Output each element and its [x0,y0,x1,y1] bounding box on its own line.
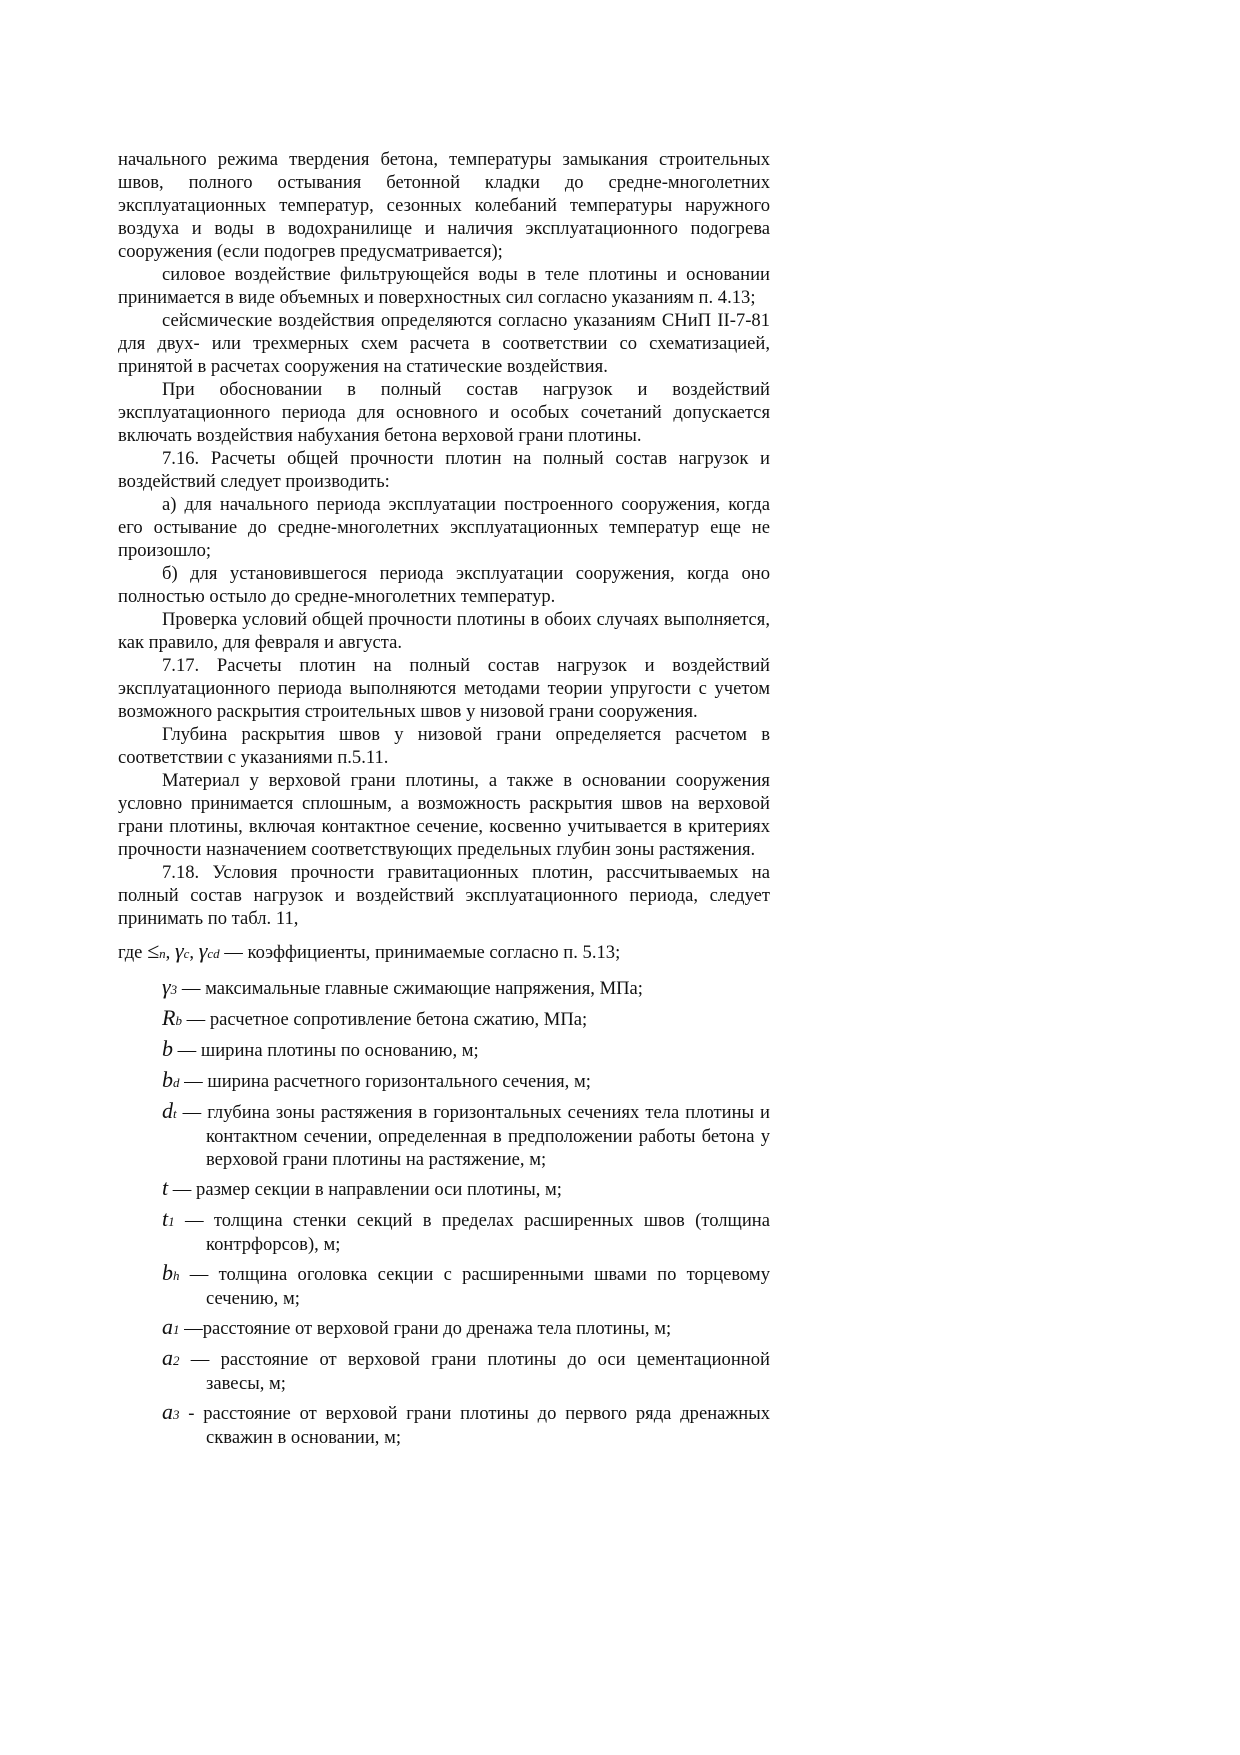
separator: , [189,942,199,963]
definition-subscript: 1 [168,1214,175,1229]
symbol-gamma-n: ≤ [147,938,160,963]
separator: , [165,942,175,963]
where-prefix: где [118,942,148,963]
definition-subscript: t [173,1106,177,1121]
definition-text: — толщина оголовка секции с расширенными швами по торцевому сечению, м; [179,1264,770,1309]
definition-subscript: d [173,1075,180,1090]
definition-text: — расстояние от верховой грани плотины до оси цементационной завесы, м; [179,1349,770,1394]
subscript-cd: cd [207,946,220,961]
definition-item [118,1315,770,1341]
definition-text: — ширина расчетного горизонтального сечения, м; [179,1071,591,1092]
definition-item [118,1346,770,1395]
paragraph-filtration: силовое воздействие фильтрующейся воды в теле плотины и основании принимается в виде объемных и поверхностных сил согласно указаниям п. 4.13; [118,264,770,308]
paragraph-seismic: сейсмические воздействия определяются согласно указаниям СНиП II-7-81 для двух- или трехмерных схем расчета в соответствии со схематизацией, принятой в расчетах сооружения на статические воздействия. [118,310,770,377]
definition-subscript: 1 [173,1322,180,1337]
symbol-gamma-cd: γ [198,938,208,963]
definition-item [118,1176,770,1202]
definitions-list [118,975,770,1449]
definition-symbol: b [162,1067,173,1092]
definition-text: — ширина плотины по основанию, м; [173,1040,479,1061]
paragraph-check-months: Проверка условий общей прочности плотины в обоих случаях выполняется, как правило, для февраля и августа. [118,609,770,653]
definition-symbol: a [162,1345,173,1370]
definition-item [118,1037,770,1063]
paragraph-7-16-a: а) для начального периода эксплуатации построенного сооружения, когда его остывание до средне-многолетних эксплуатационных температур еще не произошло; [118,494,770,561]
definition-text: — толщина стенки секций в пределах расширенных швов (толщина контрфорсов), м; [174,1210,770,1255]
definition-text: - расстояние от верховой грани плотины до первого ряда дренажных скважин в основании, м; [179,1403,770,1448]
definition-subscript: h [173,1268,180,1283]
paragraph-7-17: 7.17. Расчеты плотин на полный состав нагрузок и воздействий эксплуатационного периода выполняются методами теории упругости с учетом возможного раскрытия строительных швов у низовой грани сооружения. [118,655,770,722]
paragraph-material: Материал у верховой грани плотины, а также в основании сооружения условно принимается сплошным, а возможность раскрытия швов на верховой грани плотины, включая контактное сечение, косвенно учитывается в критериях прочности назначением соответствующих предельных глубин зоны растяжения. [118,770,770,860]
definition-text: — размер секции в направлении оси плотины, м; [168,1179,562,1200]
definition-subscript: 2 [173,1353,180,1368]
definition-symbol: t [162,1206,169,1231]
definition-item [118,1400,770,1449]
definition-item [118,975,770,1001]
definition-text: — глубина зоны растяжения в горизонтальных сечениях тела плотины и контактном сечении, определенная в предположении работы бетона у верховой грани плотины на растяжение, м; [176,1102,770,1170]
paragraph-swelling: При обосновании в полный состав нагрузок и воздействий эксплуатационного периода для основного и особых сочетаний допускается включать воздействия набухания бетона верховой грани плотины. [118,379,770,446]
definition-symbol: a [162,1399,173,1424]
definition-subscript: b [175,1013,182,1028]
symbol-gamma-c: γ [174,938,184,963]
definition-symbol: a [162,1314,173,1339]
definition-item [118,1261,770,1310]
definition-symbol: R [162,1005,176,1030]
subscript-n: n [159,946,166,961]
definition-text: — расчетное сопротивление бетона сжатию, МПа; [181,1009,588,1030]
definition-symbol: t [162,1175,169,1200]
paragraph-loads-temperature: начального режима твердения бетона, температуры замыкания строительных швов, полного остывания бетонной кладки до средне-многолетних эксплуатационных температур, сезонных колебаний температуры наружного воздуха и воды в водохранилище и наличия эксплуатационного подогрева сооружения (если подогрев предусматривается); [118,149,770,262]
definition-symbol: d [162,1098,173,1123]
definition-item [118,1006,770,1032]
definition-text: —расстояние от верховой грани до дренажа тела плотины, м; [179,1318,672,1339]
where-line [118,939,770,965]
where-text: — коэффициенты, принимаемые согласно п. 5.13; [219,942,621,963]
definition-item [118,1068,770,1094]
definition-text: — максимальные главные сжимающие напряжения, МПа; [177,978,643,999]
definition-symbol: γ [162,974,171,999]
definition-item [118,1207,770,1256]
document-body [118,148,770,1454]
definition-subscript: 3 [170,982,178,997]
subscript-c: c [183,946,190,961]
definition-symbol: b [162,1260,173,1285]
definition-symbol: b [162,1036,173,1061]
definition-item [118,1099,770,1171]
paragraph-7-16-b: б) для установившегося периода эксплуатации сооружения, когда оно полностью остыло до средне-многолетних температур. [118,563,770,607]
definition-subscript: 3 [173,1407,180,1422]
paragraph-crack-depth: Глубина раскрытия швов у низовой грани определяется расчетом в соответствии с указаниями п.5.11. [118,724,770,768]
paragraph-7-18: 7.18. Условия прочности гравитационных плотин, рассчитываемых на полный состав нагрузок и воздействий эксплуатационного периода, следует принимать по табл. 11, [118,862,770,929]
paragraph-7-16: 7.16. Расчеты общей прочности плотин на полный состав нагрузок и воздействий следует производить: [118,448,770,492]
